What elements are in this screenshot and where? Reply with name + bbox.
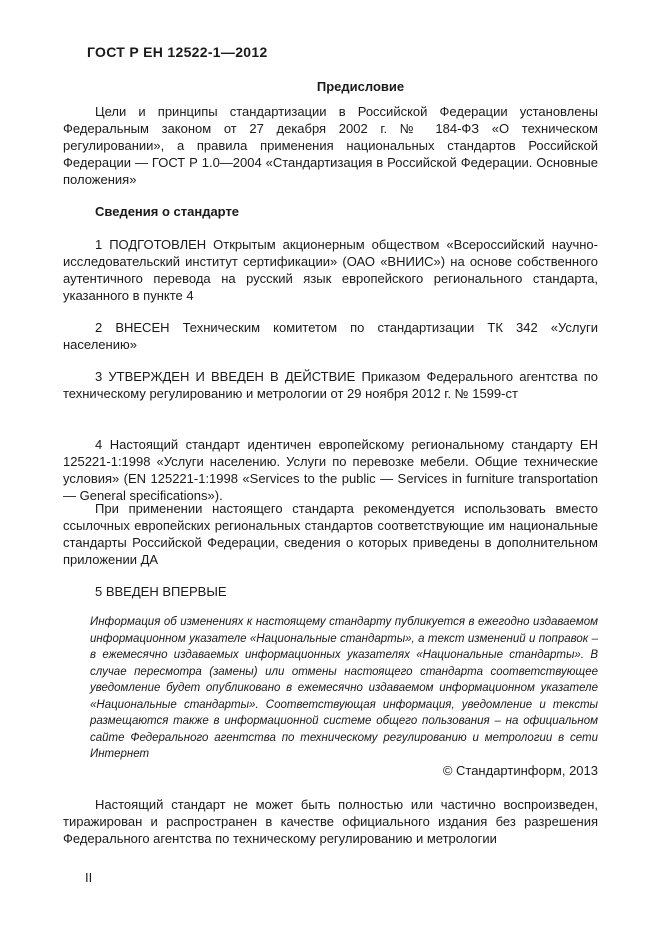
intro-paragraph: Цели и принципы стандартизации в Российской Федерации установлены Федеральным законом от 27 декабря 2002 г. № 184-ФЗ «О техническом регулировании», а правила применения национальных стандартов Российской Федерации — ГОСТ Р 1.0—2004 «Стандартизация в Российской Федерации. Основные положения» xyxy=(63,104,598,187)
item-5-paragraph: 5 ВВЕДЕН ВПЕРВЫЕ xyxy=(95,584,227,599)
item-4-note-paragraph: При применении настоящего стандарта рекомендуется использовать вместо ссылочных европейских региональных стандартов соответствующие им национальные стандарты Российской Федерации, сведения о которых приведены в дополнительном приложении ДА xyxy=(63,501,598,567)
item-3-paragraph: 3 УТВЕРЖДЕН И ВВЕДЕН В ДЕЙСТВИЕ Приказом Федерального агентства по техническому регулированию и метрологии от 29 ноября 2012 г. № 1599-ст xyxy=(63,369,598,401)
item-4-paragraph: 4 Настоящий стандарт идентичен европейскому региональному стандарту ЕН 125221-1:1998 «Услуги населению. Услуги по перевозке мебели. Общие технические условия» (EN 125221-1:1998 «Services to the public — Services in furniture transportation — General specifications»). xyxy=(63,437,598,503)
page-number: II xyxy=(85,870,93,885)
copyright-line: © Стандартинформ, 2013 xyxy=(442,763,598,778)
item-1-paragraph: 1 ПОДГОТОВЛЕН Открытым акционерным обществом «Всероссийский научно-исследовательский институт сертификации» (ОАО «ВНИИС») на основе собственного аутентичного перевода на русский язык европейского регионального стандарта, указанного в пункте 4 xyxy=(63,237,598,303)
section-title: Предисловие xyxy=(316,79,405,94)
document-header: ГОСТ Р ЕН 12522-1—2012 xyxy=(87,44,268,60)
notice-paragraph: Информация об изменениях к настоящему стандарту публикуется в ежегодно издаваемом информационном указателе «Национальные стандарты», а текст изменений и поправок – в ежемесячно издаваемых информационных указателях «Национальные стандарты». В случае пересмотра (замены) или отмены настоящего стандарта соответствующее уведомление будет опубликовано в ежемесячно издаваемом информационном указателе «Национальные стандарты». Соответствующая информация, уведомление и тексты размещаются также в информационной системе общего пользования – на официальном сайте Федерального агентства по техническому регулированию и метрологии в сети Интернет xyxy=(90,616,598,760)
reproduction-paragraph: Настоящий стандарт не может быть полностью или частично воспроизведен, тиражирован и распространен в качестве официального издания без разрешения Федерального агентства по техническому регулированию и метрологии xyxy=(63,797,598,846)
item-2-paragraph: 2 ВНЕСЕН Техническим комитетом по стандартизации ТК 342 «Услуги населению» xyxy=(63,320,598,352)
subheading: Сведения о стандарте xyxy=(95,204,240,219)
